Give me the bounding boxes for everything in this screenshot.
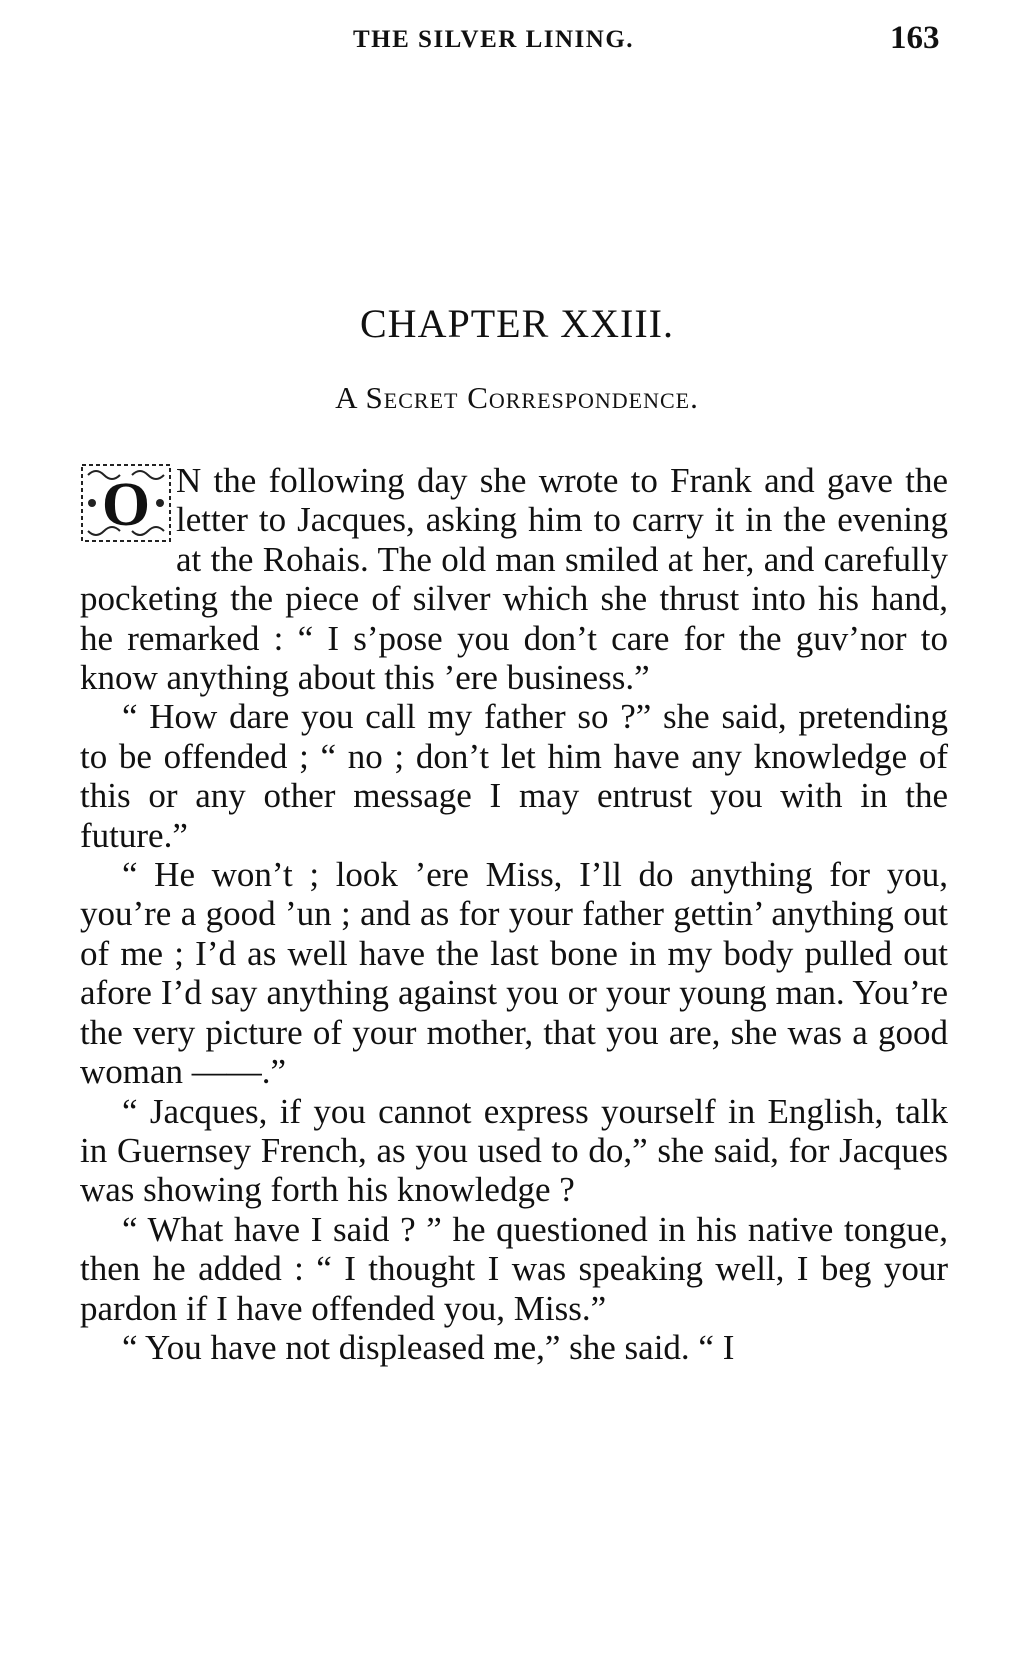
- body-text: [80, 461, 948, 1367]
- running-header: [0, 20, 1034, 66]
- paragraph-text: N the following day she wrote to Frank and gave the letter to Jacques, asking him to carry it in the evening at the Rohais. The old man smiled at her, and carefully pocketing the piece of silver which she thrust into his hand, he remarked : “ I s’pose you don’t care for the guv’nor to know anything about this ’ere business.”: [80, 461, 948, 698]
- running-title: THE SILVER LINING.: [353, 26, 635, 53]
- paragraph: “ Jacques, if you cannot express yourself in English, talk in Guernsey French, as you used to do,” she said, for Jacques was showing forth his knowledge ?: [80, 1091, 948, 1210]
- paragraph: “ He won’t ; look ’ere Miss, I’ll do anything for you, you’re a good ’un ; and as for your father gettin’ anything out of me ; I’d as well have the last bone in my body pulled out afore I’d say anything against you or your young man. You’re the very picture of your mother, that you are, she was a good woman ——.”: [80, 855, 948, 1092]
- ornamental-initial: [80, 463, 172, 543]
- svg-text:O: O: [101, 471, 151, 539]
- paragraph: [80, 461, 948, 697]
- paragraph: “ What have I said ? ” he questioned in his native tongue, then he added : “ I thought I was speaking well, I beg your pardon if I have offended you, Miss.”: [80, 1209, 948, 1328]
- ornamental-initial-icon: [80, 463, 172, 543]
- paragraph: “ How dare you call my father so ?” she said, pretending to be offended ; “ no ; don’t let him have any knowledge of this or any other message I may entrust you with in the future.”: [80, 697, 948, 855]
- chapter-subtitle: A Secret Correspondence.: [335, 380, 699, 415]
- page-number: 163: [890, 20, 940, 56]
- chapter-heading: CHAPTER XXIII.: [360, 301, 674, 346]
- paragraph: “ You have not displeased me,” she said. “ I: [122, 1327, 735, 1367]
